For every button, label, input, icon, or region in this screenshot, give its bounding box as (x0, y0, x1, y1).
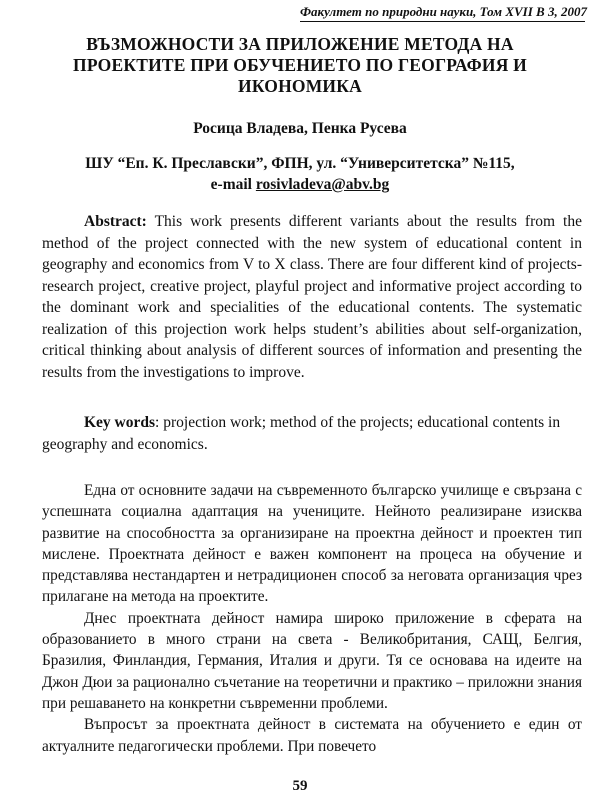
title-line-3: ИКОНОМИКА (238, 76, 362, 96)
title-line-1: ВЪЗМОЖНОСТИ ЗА ПРИЛОЖЕНИЕ МЕТОДА НА (86, 34, 514, 54)
affiliation (20, 153, 580, 195)
authors: Росица Владева, Пенка Русева (193, 120, 407, 137)
affiliation-address: ШУ “Еп. К. Преславски”, ФПН, ул. “Университетска” №115, (85, 155, 515, 172)
body-paragraph-2: Днес проектната дейност намира широко приложение в сферата на образованието в много страни на света - Великобритания, САЩ, Белгия, Бразилия, Финландия, Германия, Италия и други. Тя се основава на идеите на Джон Дюи за рационално съчетание на теоретични и практико – приложни знания при решаването на конкретни съвременни проблеми. (42, 609, 582, 712)
paper-title (20, 34, 580, 97)
body-paragraph-1: Една от основните задачи на съвременното българско училище е свързана с успешната социална адаптация на учениците. Нейното реализиране изисква развитие на способността за организиране на проектна дейност и проектен тип мислене. Проектната дейност е важен компонент на процеса на обучение и представлява нестандартен и нетрадиционен способ за неговата организация чрез прилагане на метода на проектите. (42, 482, 582, 606)
affiliation-email-line (20, 174, 580, 195)
keywords (42, 412, 582, 455)
keywords-label: Key words (84, 414, 156, 431)
abstract (42, 211, 582, 383)
keywords-text: : projection work; method of the projects; educational contents in geography and economics. (42, 414, 561, 453)
abstract-label: Abstract: (84, 213, 147, 230)
page-number: 59 (292, 778, 308, 794)
body-text (42, 480, 582, 757)
email-prefix: e-mail (210, 176, 256, 193)
title-line-2: ПРОЕКТИТЕ ПРИ ОБУЧЕНИЕТО ПО ГЕОГРАФИЯ И (73, 55, 527, 75)
email-link[interactable]: rosivladeva@abv.bg (255, 176, 390, 193)
journal-header: Факултет по природни науки, Том XVII В 3, 2007 (300, 4, 585, 22)
body-paragraph-3: Въпросът за проектната дейност в системата на обучението е един от актуалните педагогически проблеми. При повечето (42, 716, 582, 755)
abstract-text: This work presents different variants about the results from the method of the project connected with the new system of educational content in geography and economics from V to X class. There are four different kind of projects-research project, creative project, playful project and informative project according to the dominant work and specialities of the educational contents. The systematic realization of this projection work helps student’s abilities about self-organization, critical thinking about analysis of different sources of information and presenting the results from the investigations to improve. (42, 213, 582, 381)
